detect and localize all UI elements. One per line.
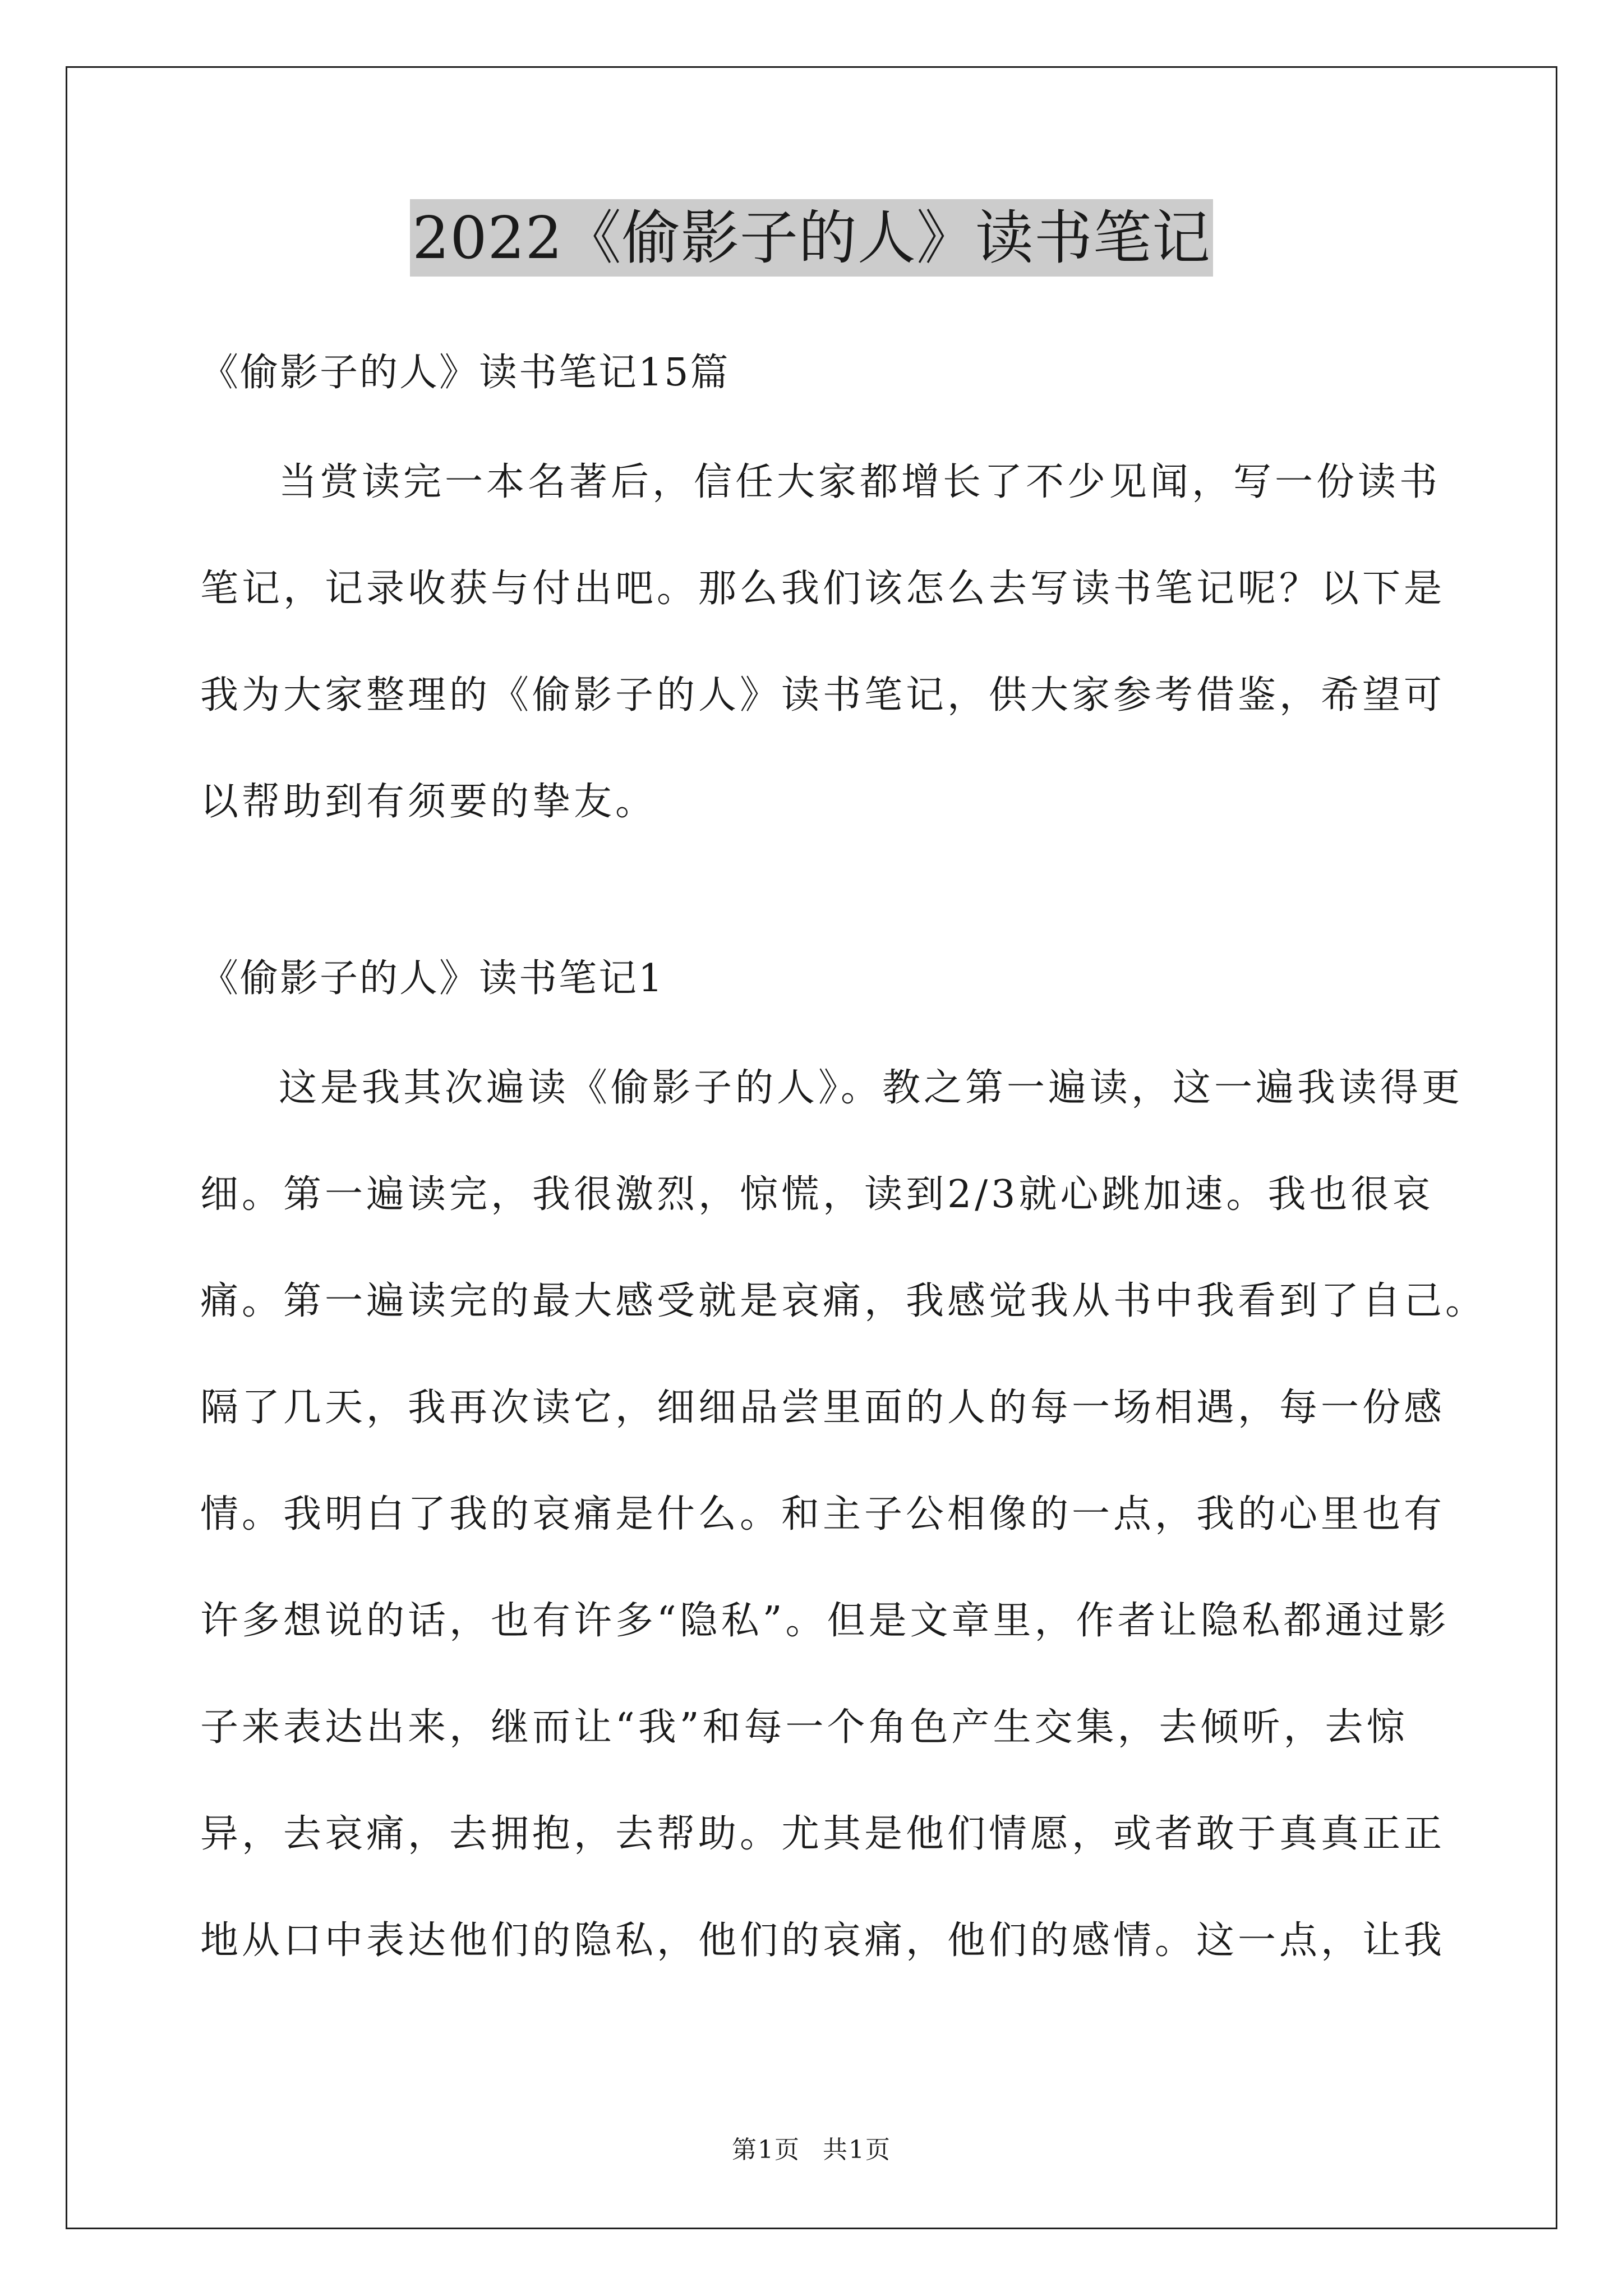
page-footer [0,2136,1623,2164]
document-title: 2022《偷影子的人》读书笔记 [410,199,1213,277]
page-number-current: 第1页 [732,2136,800,2164]
section-paragraph-line: 子来表达出来，继而让“我”和每一个角色产生交集，去倾听，去惊 [200,1705,1408,1750]
section-paragraph-line: 痛。第一遍读完的最大感受就是哀痛，我感觉我从书中我看到了自己。 [200,1279,1487,1323]
document-title-container [0,199,1623,277]
intro-paragraph-line: 当赏读完一本名著后，信任大家都增长了不少见闻，写一份读书 [279,460,1441,504]
section-heading: 《偷影子的人》读书笔记1 [200,956,665,1001]
section-paragraph-line: 许多想说的话，也有许多“隐私”。但是文章里，作者让隐私都通过影 [200,1599,1450,1643]
page-number-total: 共1页 [823,2136,891,2164]
section-paragraph-line: 这是我其次遍读《偷影子的人》。教之第一遍读，这一遍我读得更 [279,1066,1464,1110]
section-paragraph-line: 情。我明白了我的哀痛是什么。和主子公相像的一点，我的心里也有 [200,1492,1446,1536]
section-paragraph-line: 异，去哀痛，去拥抱，去帮助。尤其是他们情愿，或者敢于真真正正 [200,1812,1446,1856]
intro-paragraph-line: 笔记，记录收获与付出吧。那么我们该怎么去写读书笔记呢？以下是 [200,567,1446,611]
section-paragraph-line: 细。第一遍读完，我很激烈，惊慌，读到2/3就心跳加速。我也很哀 [200,1172,1434,1217]
section-paragraph-line: 地从口中表达他们的隐私，他们的哀痛，他们的感情。这一点，让我 [200,1918,1446,1963]
section-paragraph-line: 隔了几天，我再次读它，细细品尝里面的人的每一场相遇，每一份感 [200,1386,1446,1430]
intro-paragraph-line: 以帮助到有须要的挚友。 [200,780,657,824]
main-heading: 《偷影子的人》读书笔记15篇 [200,351,730,395]
intro-paragraph-line: 我为大家整理的《偷影子的人》读书笔记，供大家参考借鉴，希望可 [200,673,1446,717]
